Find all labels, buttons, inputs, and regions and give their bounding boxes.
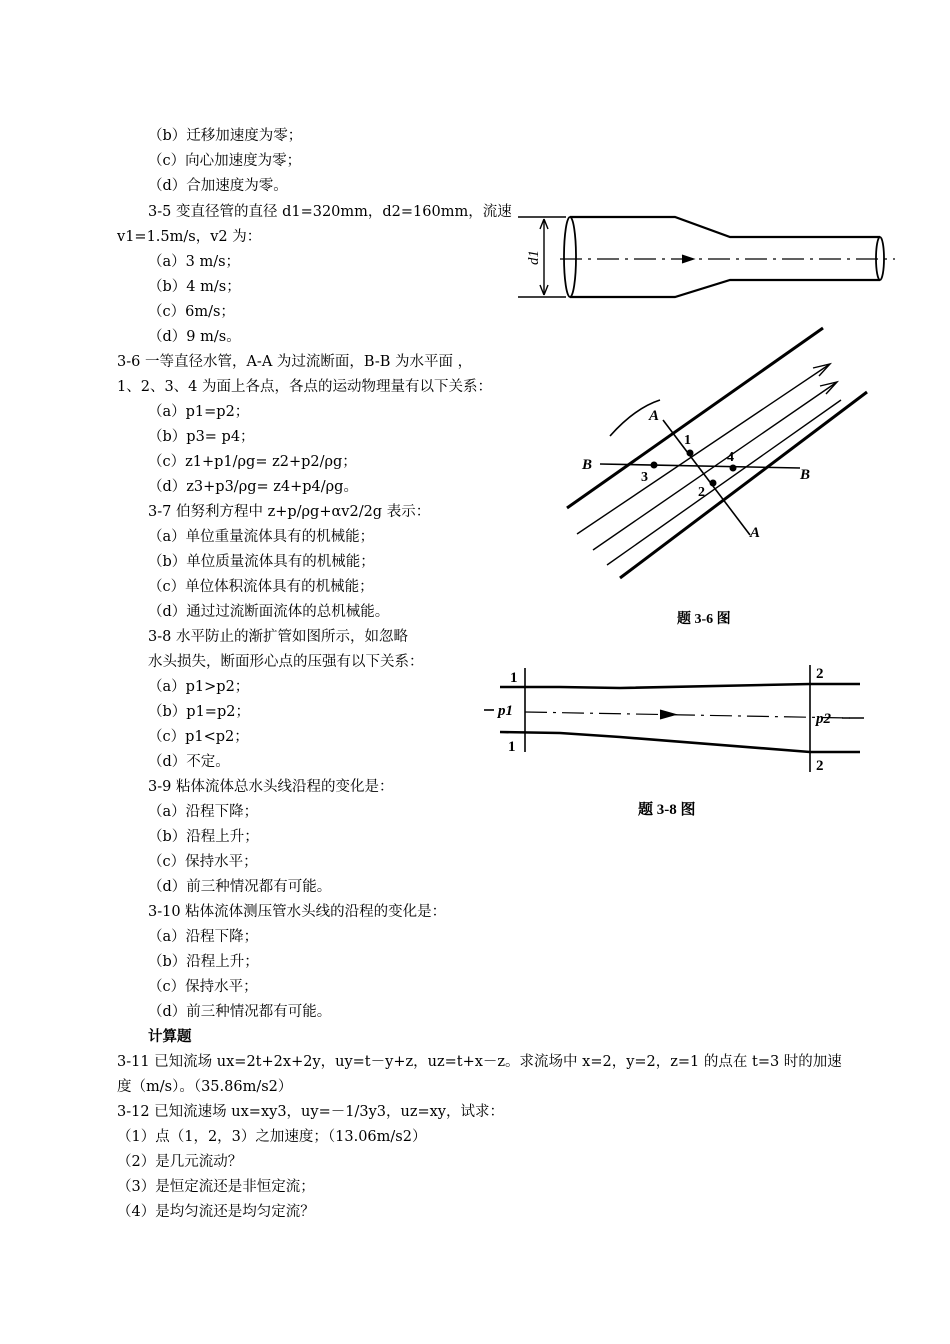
figure-3-6-inclined-pipe bbox=[555, 320, 875, 630]
label-B-left: B bbox=[582, 457, 593, 473]
label-p1: p1 bbox=[498, 703, 513, 719]
label-point-3: 3 bbox=[641, 470, 648, 485]
option-a-3-9: （a）沿程下降； bbox=[148, 804, 259, 820]
question-3-12-part1: （1）点（1，2，3）之加速度；（13.06m/s2） bbox=[117, 1129, 427, 1145]
question-3-8: 3-8 水平防止的渐扩管如图所示，如忽略 bbox=[148, 629, 408, 645]
point-3-dot bbox=[651, 462, 658, 469]
question-3-11-cont: 度（m/s）。（35.86m/s2） bbox=[117, 1079, 293, 1095]
label-point-1: 1 bbox=[684, 433, 691, 448]
option-c-3-9: （c）保持水平； bbox=[148, 854, 258, 870]
question-3-12: 3-12 已知流速场 ux=xy3，uy=－1/3y3，uz=xy，试求： bbox=[117, 1104, 504, 1120]
label-point-2: 2 bbox=[698, 485, 705, 500]
point-1-dot bbox=[687, 450, 694, 457]
option-a-3-5: （a）3 m/s； bbox=[148, 254, 241, 270]
question-3-12-part3: （3）是恒定流还是非恒定流； bbox=[117, 1179, 315, 1195]
option-b-3-10: （b）沿程上升； bbox=[148, 954, 259, 970]
label-B-right: B bbox=[800, 467, 811, 483]
question-3-6-cont: 1、2、3、4 为面上各点，各点的运动物理量有以下关系： bbox=[117, 379, 493, 395]
option-a-3-7: （a）单位重量流体具有的机械能； bbox=[148, 529, 375, 545]
question-3-12-part4: （4）是均匀流还是均匀定流？ bbox=[117, 1204, 315, 1220]
question-3-6: 3-6 一等直径水管，A-A 为过流断面，B-B 为水平面 ， bbox=[117, 354, 473, 370]
point-4-dot bbox=[730, 465, 737, 472]
option-d-3-4: （d）合加速度为零。 bbox=[148, 178, 288, 194]
label-point-4: 4 bbox=[727, 450, 734, 465]
d1-label: d1 bbox=[526, 250, 542, 265]
option-a-3-6: （a）p1=p2； bbox=[148, 404, 250, 420]
option-b-3-8: （b）p1=p2； bbox=[148, 704, 250, 720]
option-a-3-8: （a）p1>p2； bbox=[148, 679, 250, 695]
option-b-3-4: （b）迁移加速度为零； bbox=[148, 128, 303, 144]
option-d-3-8: （d）不定。 bbox=[148, 754, 230, 770]
label-section-2-top: 2 bbox=[816, 666, 824, 682]
label-p2: p2 bbox=[816, 711, 831, 727]
question-3-5: 3-5 变直径管的直径 d1=320mm，d2=160mm，流速 bbox=[148, 204, 512, 220]
option-d-3-5: （d）9 m/s。 bbox=[148, 329, 241, 345]
label-section-1-bottom: 1 bbox=[508, 739, 516, 755]
option-b-3-7: （b）单位质量流体具有的机械能； bbox=[148, 554, 375, 570]
label-A-top: A bbox=[649, 408, 660, 424]
caption-fig-3-8: 题 3-8 图 bbox=[638, 802, 696, 818]
section-heading-calculation: 计算题 bbox=[148, 1028, 192, 1045]
option-c-3-5: （c）6m/s； bbox=[148, 304, 235, 320]
option-a-3-10: （a）沿程下降； bbox=[148, 929, 259, 945]
option-d-3-6: （d）z3+p3/ρg= z4+p4/ρg。 bbox=[148, 479, 358, 495]
question-3-7: 3-7 伯努利方程中 z+p/ρg+αv2/2g 表示： bbox=[148, 504, 431, 520]
option-b-3-5: （b）4 m/s； bbox=[148, 279, 241, 295]
option-c-3-8: （c）p1<p2； bbox=[148, 729, 249, 745]
option-c-3-6: （c）z1+p1/ρg= z2+p2/ρg； bbox=[148, 454, 357, 470]
label-section-1-top: 1 bbox=[510, 670, 518, 686]
option-d-3-7: （d）通过过流断面流体的总机械能。 bbox=[148, 604, 390, 620]
option-d-3-10: （d）前三种情况都有可能。 bbox=[148, 1004, 332, 1020]
caption-fig-3-6: 题 3-6 图 bbox=[677, 612, 731, 627]
option-c-3-7: （c）单位体积流体具有的机械能； bbox=[148, 579, 374, 595]
question-3-9: 3-9 粘体流体总水头线沿程的变化是： bbox=[148, 779, 394, 795]
option-b-3-9: （b）沿程上升； bbox=[148, 829, 259, 845]
figure-3-8-diverging-pipe bbox=[480, 660, 880, 820]
question-3-11: 3-11 已知流场 ux=2t+2x+2y，uy=t－y+z，uz=t+x－z。求流场中 x=2，y=2，z=1 的点在 t=3 时的加速 bbox=[117, 1054, 842, 1070]
question-3-5-cont: v1=1.5m/s，v2 为： bbox=[117, 229, 262, 245]
option-c-3-10: （c）保持水平； bbox=[148, 979, 258, 995]
question-3-8-cont: 水头损失，断面形心点的压强有以下关系： bbox=[148, 654, 424, 670]
point-2-dot bbox=[710, 480, 717, 487]
option-b-3-6: （b）p3= p4； bbox=[148, 429, 255, 445]
label-section-2-bottom: 2 bbox=[816, 758, 824, 774]
question-3-10: 3-10 粘体流体测压管水头线的沿程的变化是： bbox=[148, 904, 447, 920]
question-3-12-part2: （2）是几元流动？ bbox=[117, 1154, 243, 1170]
label-A-bottom: A bbox=[750, 525, 761, 541]
figure-3-5-pipe bbox=[510, 205, 900, 305]
option-c-3-4: （c）向心加速度为零； bbox=[148, 153, 302, 169]
option-d-3-9: （d）前三种情况都有可能。 bbox=[148, 879, 332, 895]
